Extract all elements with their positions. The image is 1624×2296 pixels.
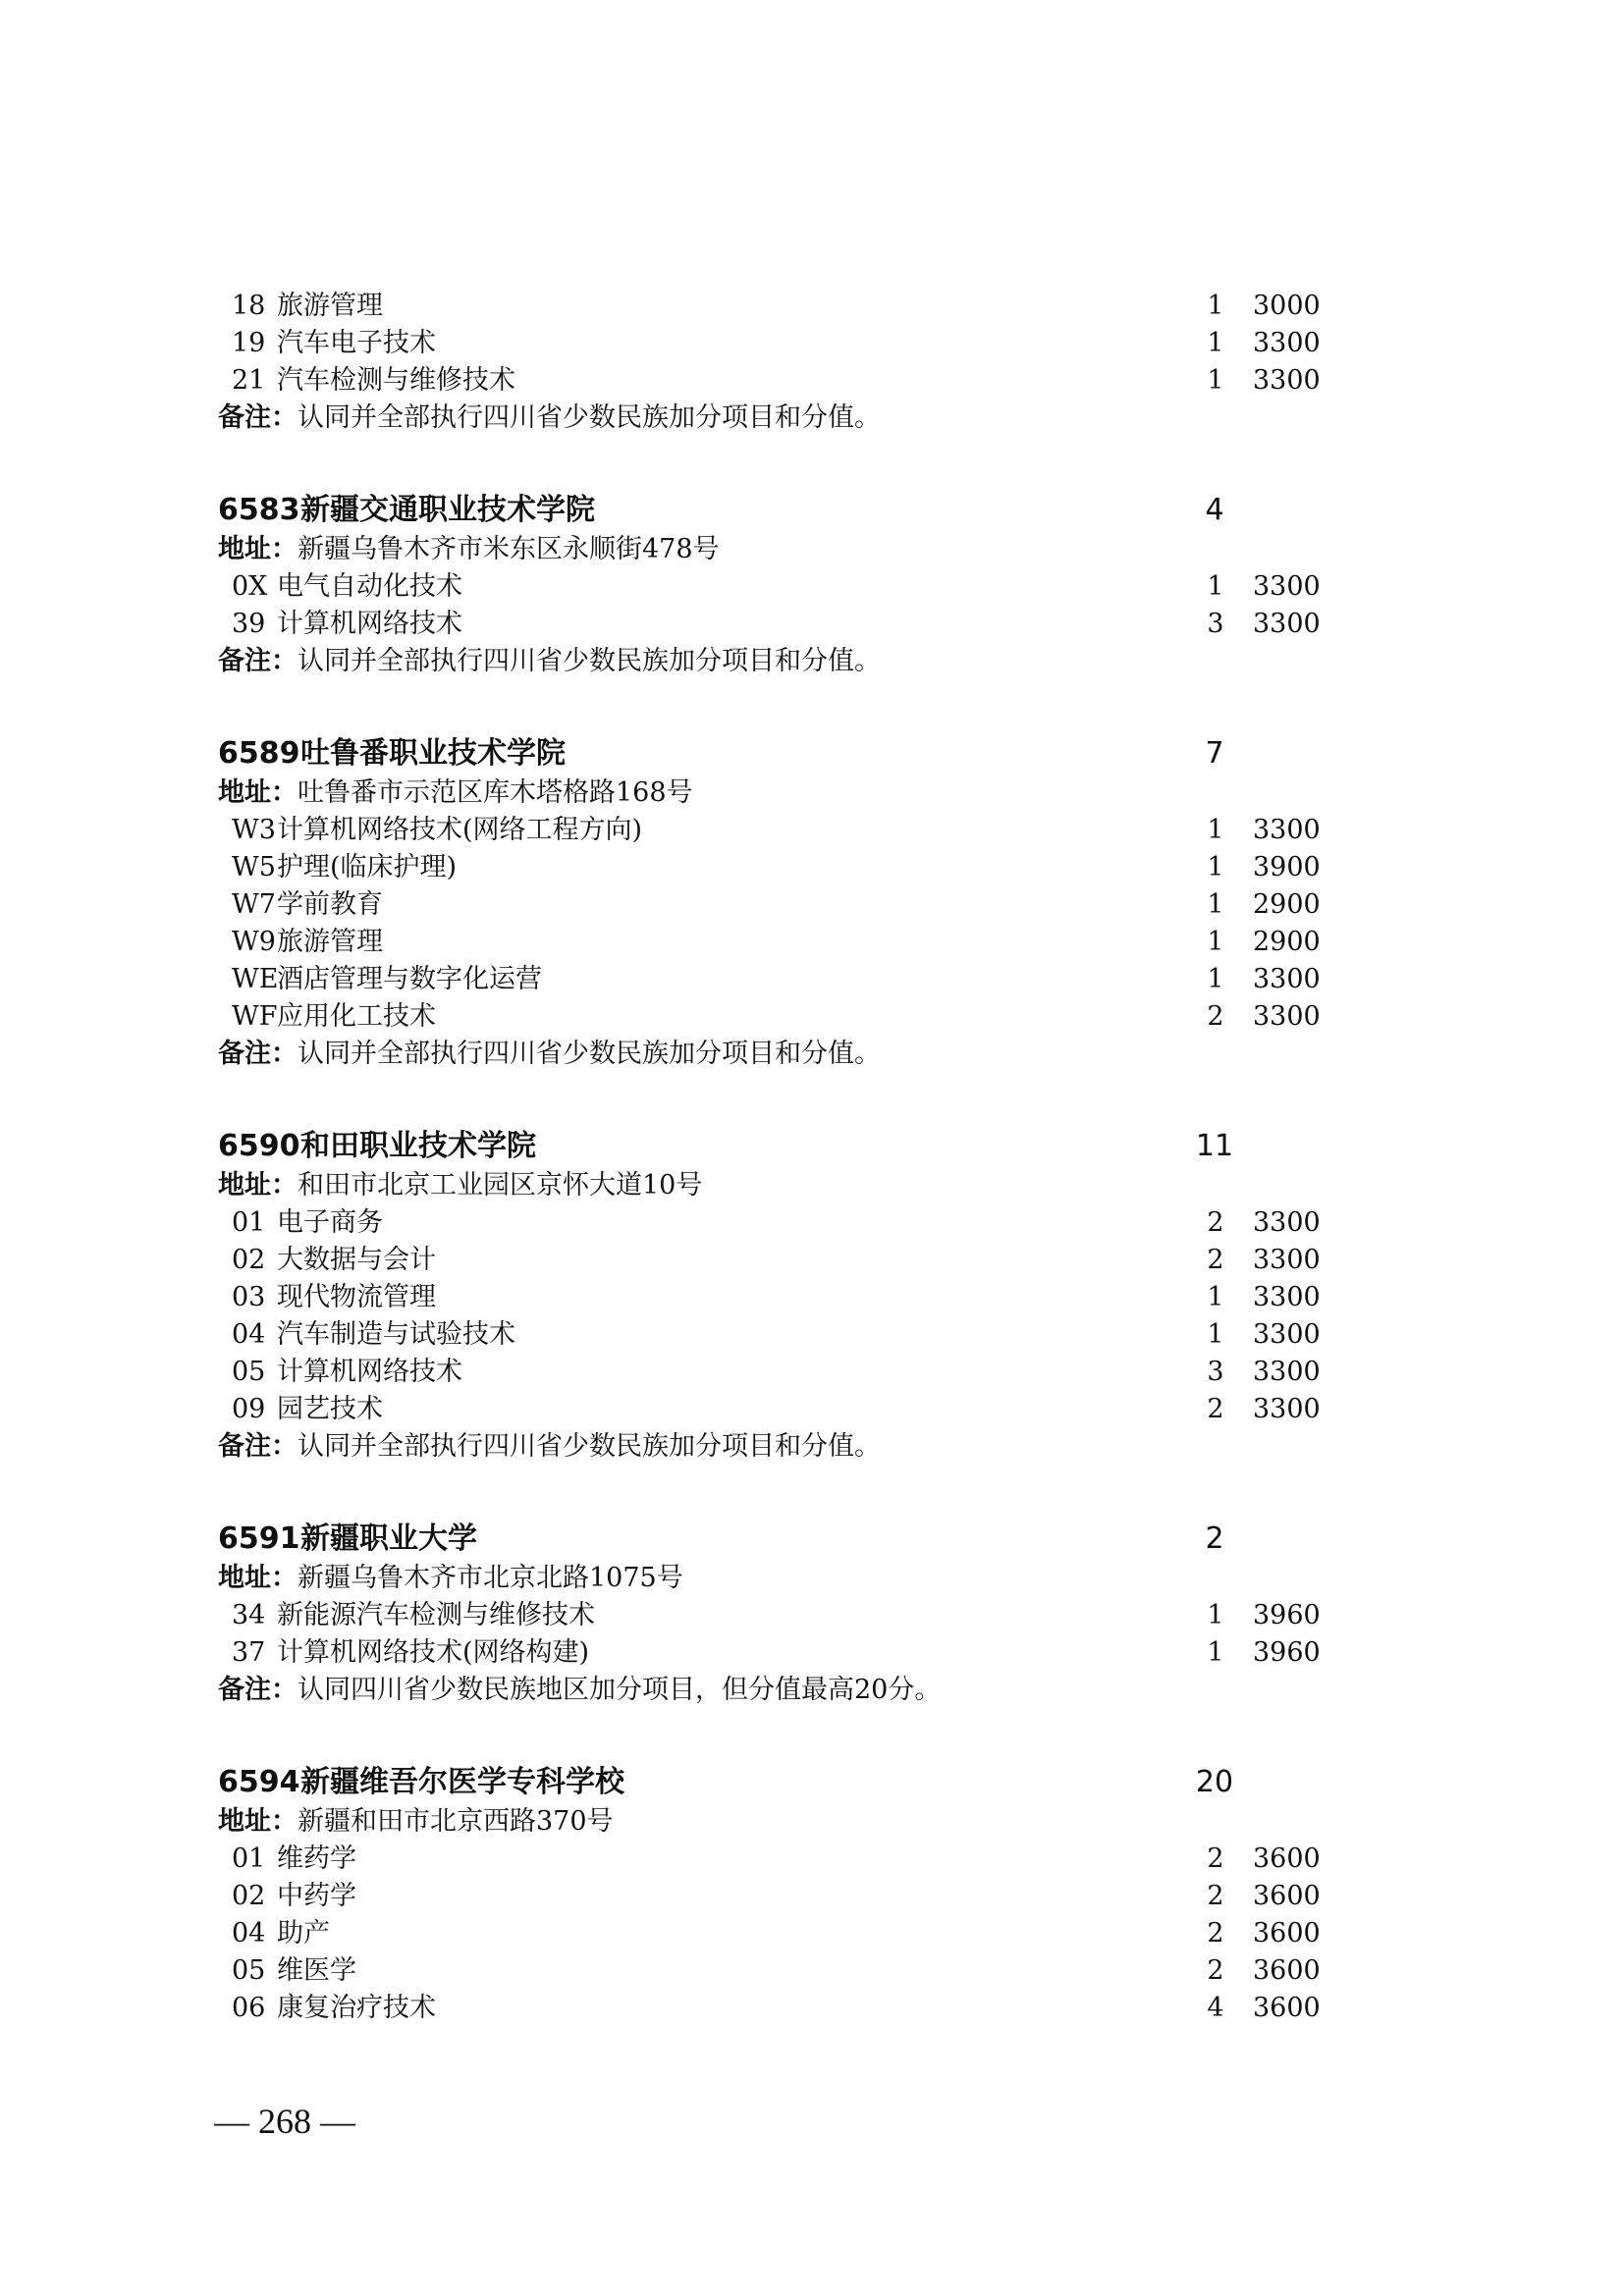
- remark-text: 认同四川省少数民族地区加分项目，但分值最高20分。: [298, 1675, 942, 1705]
- remark-label: 备注：: [218, 646, 298, 676]
- school-address: [218, 531, 720, 568]
- major-fee: 3300: [1253, 1001, 1321, 1032]
- major-name: 汽车检测与维修技术: [277, 365, 515, 396]
- remark-label: 备注：: [218, 1039, 298, 1069]
- major-code: W7: [232, 889, 276, 920]
- remark-label: 备注：: [218, 1431, 298, 1462]
- major-fee: 3960: [1253, 1637, 1321, 1668]
- major-code: W5: [232, 852, 276, 882]
- major-code: 05: [232, 1357, 266, 1387]
- major-count: 2: [1207, 1955, 1224, 1986]
- major-count: 2: [1207, 1918, 1224, 1949]
- address-label: 地址：: [218, 1806, 298, 1837]
- major-name: 计算机网络技术(网络构建): [277, 1637, 590, 1668]
- school-address: [218, 1167, 702, 1204]
- major-fee: 2900: [1253, 927, 1321, 957]
- major-code: 0X: [232, 571, 268, 602]
- major-code: WF: [232, 1001, 278, 1032]
- school-quota: 2: [1205, 1522, 1224, 1556]
- school-name: 新疆职业大学: [300, 1522, 477, 1556]
- major-count: 3: [1207, 609, 1224, 639]
- major-name: 酒店管理与数字化运营: [277, 964, 542, 994]
- major-code: W3: [232, 815, 276, 845]
- major-count: 1: [1207, 328, 1224, 358]
- major-name: 汽车电子技术: [277, 328, 436, 358]
- address-label: 地址：: [218, 1563, 298, 1593]
- remark: [218, 1036, 881, 1073]
- school-address: [218, 1560, 683, 1597]
- major-fee: 3600: [1253, 1843, 1321, 1874]
- major-code: 02: [232, 1881, 266, 1911]
- remark-text: 认同并全部执行四川省少数民族加分项目和分值。: [298, 646, 881, 676]
- major-code: 34: [232, 1600, 266, 1630]
- major-count: 1: [1207, 1637, 1224, 1668]
- major-fee: 3000: [1253, 291, 1321, 321]
- school-quota: 20: [1195, 1765, 1234, 1799]
- major-code: 02: [232, 1245, 266, 1275]
- major-name: 园艺技术: [277, 1394, 383, 1424]
- major-count: 2: [1207, 1245, 1224, 1275]
- major-count: 1: [1207, 1600, 1224, 1630]
- major-count: 2: [1207, 1001, 1224, 1032]
- major-count: 1: [1207, 291, 1224, 321]
- address-text: 吐鲁番市示范区库木塔格路168号: [298, 777, 693, 808]
- school-name: 新疆维吾尔医学专科学校: [300, 1765, 624, 1799]
- address-label: 地址：: [218, 1170, 298, 1201]
- major-fee: 3300: [1253, 1282, 1321, 1312]
- school-address: [218, 1803, 614, 1841]
- major-count: 1: [1207, 889, 1224, 920]
- major-count: 2: [1207, 1843, 1224, 1874]
- major-name: 维药学: [277, 1843, 356, 1874]
- major-code: 09: [232, 1394, 266, 1424]
- major-name: 旅游管理: [277, 927, 383, 957]
- major-count: 1: [1207, 964, 1224, 994]
- remark-label: 备注：: [218, 402, 298, 433]
- major-name: 电子商务: [277, 1207, 383, 1238]
- major-code: WE: [232, 964, 279, 994]
- school-quota: 4: [1205, 493, 1224, 527]
- major-code: 06: [232, 1993, 266, 2023]
- major-count: 3: [1207, 1357, 1224, 1387]
- major-count: 1: [1207, 1282, 1224, 1312]
- major-code: 04: [232, 1319, 266, 1350]
- major-fee: 3300: [1253, 328, 1321, 358]
- major-fee: 3300: [1253, 1357, 1321, 1387]
- major-name: 现代物流管理: [277, 1282, 436, 1312]
- major-fee: 3300: [1253, 365, 1321, 396]
- major-fee: 3300: [1253, 1245, 1321, 1275]
- school-code: 6589: [218, 736, 300, 771]
- address-label: 地址：: [218, 777, 298, 808]
- major-code: 05: [232, 1955, 266, 1986]
- address-text: 和田市北京工业园区京怀大道10号: [298, 1170, 703, 1201]
- major-name: 护理(临床护理): [277, 852, 458, 882]
- major-name: 新能源汽车检测与维修技术: [277, 1600, 595, 1630]
- remark-text: 认同并全部执行四川省少数民族加分项目和分值。: [298, 402, 881, 433]
- major-count: 4: [1207, 1993, 1224, 2023]
- major-fee: 3900: [1253, 852, 1321, 882]
- major-code: 18: [232, 291, 266, 321]
- major-code: 03: [232, 1282, 266, 1312]
- major-fee: 3300: [1253, 571, 1321, 602]
- major-name: 助产: [277, 1918, 330, 1949]
- remark: [218, 1672, 941, 1709]
- major-name: 旅游管理: [277, 291, 383, 321]
- school-code: 6583: [218, 493, 300, 527]
- major-fee: 2900: [1253, 889, 1321, 920]
- major-fee: 3300: [1253, 815, 1321, 845]
- school-address: [218, 774, 693, 812]
- school-quota: 7: [1205, 736, 1224, 771]
- major-fee: 3600: [1253, 1955, 1321, 1986]
- school-quota: 11: [1195, 1129, 1234, 1163]
- remark: [218, 400, 881, 437]
- remark-label: 备注：: [218, 1675, 298, 1705]
- school-code: 6590: [218, 1129, 300, 1163]
- major-fee: 3300: [1253, 964, 1321, 994]
- major-code: 01: [232, 1843, 266, 1874]
- address-text: 新疆和田市北京西路370号: [298, 1806, 614, 1837]
- page-number: — 268 —: [214, 2102, 355, 2141]
- major-count: 1: [1207, 1319, 1224, 1350]
- major-count: 1: [1207, 852, 1224, 882]
- remark-text: 认同并全部执行四川省少数民族加分项目和分值。: [298, 1431, 881, 1462]
- major-fee: 3300: [1253, 1207, 1321, 1238]
- major-name: 计算机网络技术: [277, 1357, 462, 1387]
- major-code: 37: [232, 1637, 266, 1668]
- major-fee: 3300: [1253, 1319, 1321, 1350]
- address-label: 地址：: [218, 534, 298, 564]
- major-fee: 3600: [1253, 1993, 1321, 2023]
- remark: [218, 1428, 881, 1466]
- major-code: 39: [232, 609, 266, 639]
- major-code: W9: [232, 927, 276, 957]
- school-code: 6594: [218, 1765, 300, 1799]
- major-fee: 3300: [1253, 1394, 1321, 1424]
- major-count: 2: [1207, 1881, 1224, 1911]
- remark-text: 认同并全部执行四川省少数民族加分项目和分值。: [298, 1039, 881, 1069]
- major-name: 维医学: [277, 1955, 356, 1986]
- major-fee: 3600: [1253, 1881, 1321, 1911]
- major-code: 01: [232, 1207, 266, 1238]
- major-fee: 3600: [1253, 1918, 1321, 1949]
- major-count: 2: [1207, 1207, 1224, 1238]
- major-fee: 3300: [1253, 609, 1321, 639]
- major-count: 1: [1207, 571, 1224, 602]
- address-text: 新疆乌鲁木齐市北京北路1075号: [298, 1563, 683, 1593]
- major-count: 1: [1207, 365, 1224, 396]
- remark: [218, 643, 881, 680]
- major-name: 应用化工技术: [277, 1001, 436, 1032]
- major-count: 1: [1207, 815, 1224, 845]
- major-name: 电气自动化技术: [277, 571, 462, 602]
- school-code: 6591: [218, 1522, 300, 1556]
- major-name: 大数据与会计: [277, 1245, 436, 1275]
- address-text: 新疆乌鲁木齐市米东区永顺街478号: [298, 534, 720, 564]
- major-code: 19: [232, 328, 266, 358]
- major-name: 计算机网络技术: [277, 609, 462, 639]
- major-code: 21: [232, 365, 266, 396]
- major-name: 汽车制造与试验技术: [277, 1319, 515, 1350]
- major-name: 计算机网络技术(网络工程方向): [277, 815, 643, 845]
- major-name: 学前教育: [277, 889, 383, 920]
- major-count: 2: [1207, 1394, 1224, 1424]
- major-name: 中药学: [277, 1881, 356, 1911]
- school-name: 和田职业技术学院: [300, 1129, 536, 1163]
- major-name: 康复治疗技术: [277, 1993, 436, 2023]
- major-count: 1: [1207, 927, 1224, 957]
- major-fee: 3960: [1253, 1600, 1321, 1630]
- school-name: 新疆交通职业技术学院: [300, 493, 595, 527]
- major-code: 04: [232, 1918, 266, 1949]
- school-name: 吐鲁番职业技术学院: [300, 736, 566, 771]
